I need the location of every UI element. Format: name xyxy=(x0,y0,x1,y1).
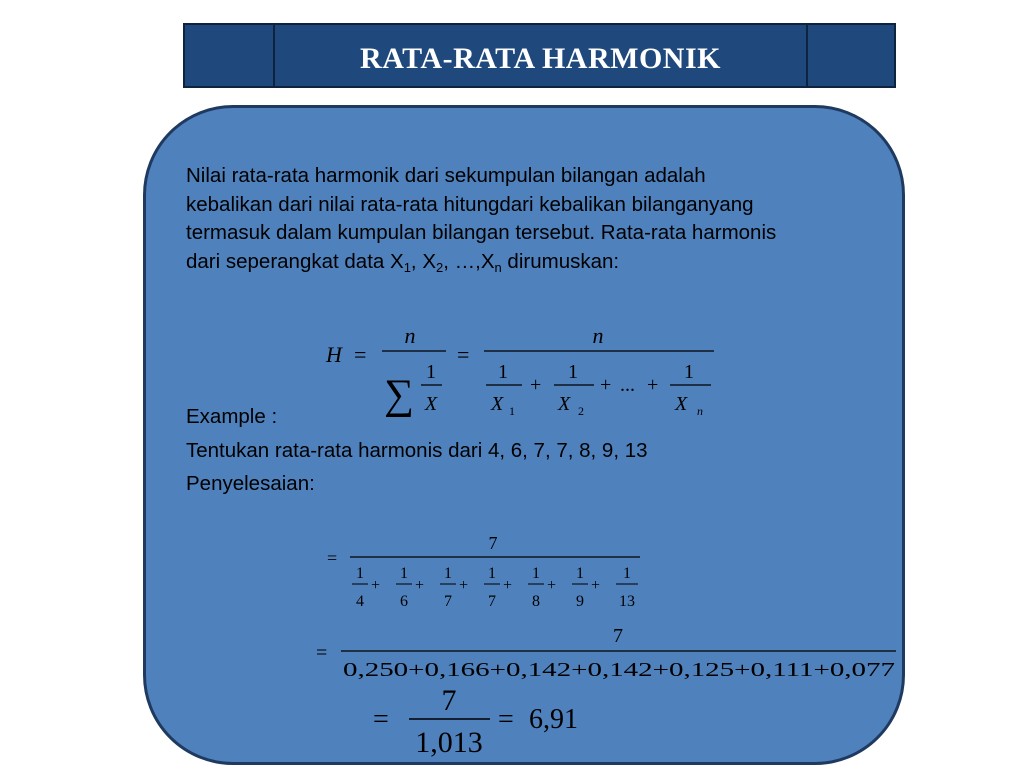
formula-n-2: n xyxy=(592,323,604,348)
formula-sub-1: 1 xyxy=(509,404,515,418)
step1-eq: = xyxy=(327,548,338,568)
step1-term-denominator: 6 xyxy=(400,593,408,610)
step1-plus: + xyxy=(503,577,513,594)
step2-plus: + xyxy=(652,659,664,681)
line4-mid2: , …,X xyxy=(443,249,495,273)
step1-term-one: 1 xyxy=(532,565,540,582)
line4-post: dirumuskan: xyxy=(501,249,620,273)
formula-one-sigma: 1 xyxy=(426,361,436,383)
formula-sigma: ∑ xyxy=(384,372,414,418)
formula-plus-c: + xyxy=(647,374,659,396)
formula-one-a: 1 xyxy=(498,361,508,383)
step2-plus: + xyxy=(734,659,746,681)
step1-term-denominator: 13 xyxy=(619,593,635,610)
step2-term: 0,166 xyxy=(424,659,470,681)
step1-term-one: 1 xyxy=(623,565,631,582)
step1-plus: + xyxy=(459,577,469,594)
step2-plus: + xyxy=(489,659,501,681)
example-label: Example : xyxy=(186,405,278,428)
subscript-2: 2 xyxy=(436,259,444,275)
step1-term-denominator: 8 xyxy=(532,593,540,610)
paragraph-line-2: kebalikan dari nilai rata-rata hitungdari kebalikan bilanganyang xyxy=(186,192,754,216)
step1-term-one: 1 xyxy=(400,565,408,582)
example-question: Tentukan rata-rata harmonis dari 4, 6, 7, 7, 8, 9, 13 xyxy=(186,438,648,462)
step2-plus: + xyxy=(408,659,420,681)
step2-plus: + xyxy=(571,659,583,681)
step3-result: 6,91 xyxy=(529,704,578,735)
step2-denominator xyxy=(343,659,895,681)
step1-term-denominator: 9 xyxy=(576,593,584,610)
step3-eq-2: = xyxy=(498,704,514,735)
formula-one-c: 1 xyxy=(684,361,694,383)
formula-X-a: X xyxy=(491,393,504,415)
paragraph-line-3: termasuk dalam kumpulan bilangan tersebut. Rata-rata harmonis xyxy=(186,221,777,244)
step1-term-denominator: 4 xyxy=(356,593,364,610)
formula-H: H xyxy=(326,342,342,367)
step3-eq-1: = xyxy=(373,704,389,735)
step2-eq: = xyxy=(316,642,328,664)
formula-dots: ... xyxy=(620,374,635,396)
formula-X-sigma: X xyxy=(424,393,438,415)
step1-plus: + xyxy=(591,577,601,594)
step1-term-denominator: 7 xyxy=(488,593,496,610)
formula-sub-2: 2 xyxy=(578,404,584,418)
subscript-1: 1 xyxy=(403,259,411,275)
step3-numerator: 7 xyxy=(441,684,457,717)
step1-term-denominator: 7 xyxy=(444,593,452,610)
step3-denominator: 1,013 xyxy=(415,726,483,759)
step1-term-one: 1 xyxy=(356,565,364,582)
step2-term: 0,250 xyxy=(343,659,388,681)
formula-X-c: X xyxy=(675,393,688,415)
step1-plus: + xyxy=(371,577,381,594)
step2-term: 0,111 xyxy=(750,659,795,681)
step2-term: 0,125 xyxy=(668,659,714,681)
step2-numerator: 7 xyxy=(613,625,623,647)
step1-terms xyxy=(352,565,638,610)
subscript-n: n xyxy=(494,259,502,275)
harmonic-mean-formula xyxy=(325,323,714,418)
formula-sub-n: n xyxy=(697,404,703,418)
solution-step-2 xyxy=(316,625,896,681)
slide-title: RATA-RATA HARMONIK xyxy=(360,41,721,75)
step1-term-one: 1 xyxy=(488,565,496,582)
line4-pre: dari seperangkat data X xyxy=(186,249,404,273)
step2-term: 0,077 xyxy=(829,659,875,681)
solution-step-3 xyxy=(373,684,578,759)
formula-n-1: n xyxy=(404,323,416,348)
line4-mid1: , X xyxy=(410,249,436,273)
step1-term-one: 1 xyxy=(576,565,584,582)
step2-term: 0,142 xyxy=(505,659,551,681)
formula-eq-1: = xyxy=(354,342,367,367)
solution-label: Penyelesaian: xyxy=(186,472,315,495)
formula-one-b: 1 xyxy=(568,361,578,383)
step1-term-one: 1 xyxy=(444,565,452,582)
step1-plus: + xyxy=(415,577,425,594)
step2-plus: + xyxy=(813,659,825,681)
step1-plus: + xyxy=(547,577,557,594)
paragraph-line-1: Nilai rata-rata harmonik dari sekumpulan bilangan adalah xyxy=(186,164,706,187)
step2-term: 0,142 xyxy=(587,659,633,681)
formula-X-b: X xyxy=(558,393,571,415)
formula-eq-2: = xyxy=(457,342,470,367)
step1-numerator: 7 xyxy=(488,533,498,553)
formula-plus-a: + xyxy=(530,374,542,396)
solution-step-1 xyxy=(327,533,640,610)
formula-plus-b: + xyxy=(600,374,612,396)
